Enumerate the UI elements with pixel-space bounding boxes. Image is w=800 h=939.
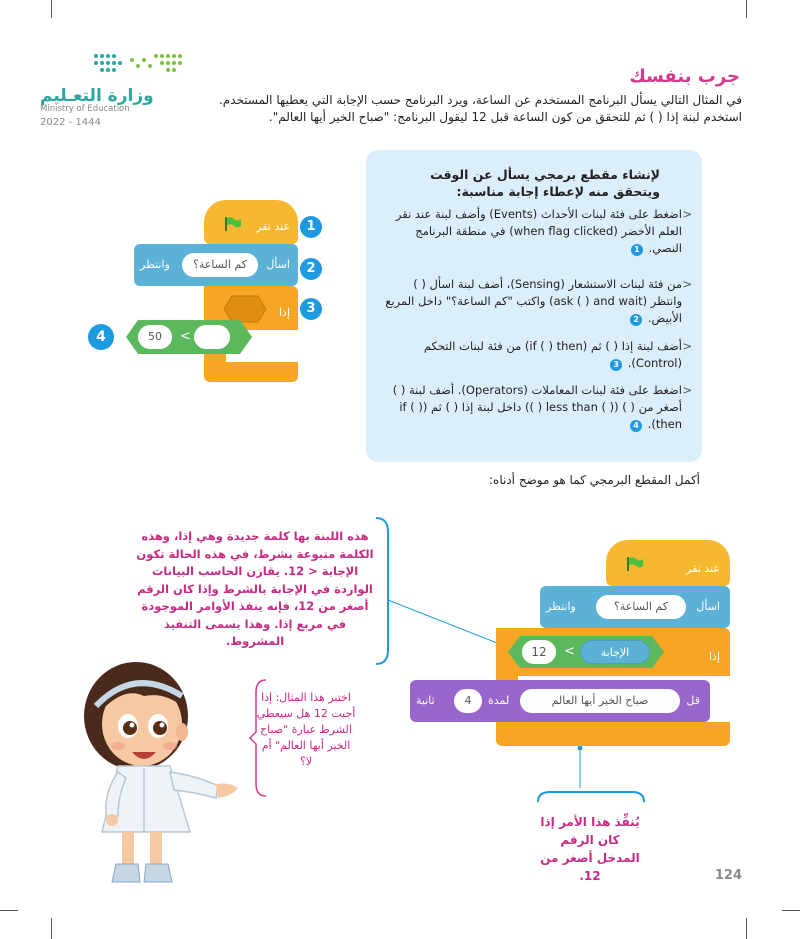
- section-title: جرب بنفسك: [629, 66, 740, 87]
- block-label: وانتظر: [546, 600, 576, 613]
- when-flag-clicked-block[interactable]: [204, 200, 298, 244]
- seconds-input[interactable]: 4: [454, 689, 482, 713]
- complete-instruction: أكمل المقطع البرمجي كما هو موضح أدناه:: [489, 473, 700, 487]
- crop-mark: [746, 918, 747, 939]
- say-for-seconds-block[interactable]: [410, 680, 710, 722]
- bracket-icon: [536, 790, 646, 804]
- bracket-icon: [370, 516, 400, 666]
- if-then-block[interactable]: [496, 628, 730, 676]
- logo-english-text: Ministry of Education: [40, 104, 130, 114]
- page-number: 124: [714, 868, 742, 883]
- girl-character-illustration: [78, 656, 248, 896]
- block-label: إذا: [708, 650, 720, 663]
- instruction-step-3: [382, 338, 682, 372]
- test-callout: اختبر هذا المثال: إذا أجبت 12 هل سيعطي الشرط عبارة "صباح الخير أيها العالم" أم لا؟: [256, 691, 356, 768]
- crop-mark: [782, 910, 800, 911]
- answer-reporter[interactable]: الإجابة: [580, 640, 650, 664]
- if-then-block-bottom: [496, 722, 730, 746]
- crop-mark: [51, 918, 52, 939]
- callout-number-badge: 4: [88, 324, 114, 350]
- block-label: اسأل: [696, 600, 720, 613]
- instruction-step-4: [382, 382, 682, 433]
- block-label: وانتظر: [140, 258, 170, 271]
- callout-number-badge: 1: [300, 216, 322, 238]
- ask-and-wait-block[interactable]: [540, 586, 730, 628]
- block-label: اسأل: [266, 258, 290, 271]
- say-text-input[interactable]: صباح الخير أيها العالم: [520, 689, 680, 713]
- block-label: ثانية: [416, 694, 435, 707]
- compare-right-input[interactable]: [194, 325, 230, 349]
- instruction-step-1: [382, 206, 682, 257]
- instruction-step-text: اضغط على فئة لبنات المعاملات (Operators). أضف لبنة ( ) أصغر من ( ) (( ) less than ( )) داخل لبنة إذا ( ) ثم (if ( ) then).: [392, 383, 682, 431]
- block-label: قل: [686, 694, 700, 707]
- block-label: عند نقر: [686, 562, 720, 575]
- block-label: إذا: [278, 306, 290, 319]
- ministry-logo-icon: [92, 52, 186, 76]
- instruction-step-text: اضغط على فئة لبنات الأحداث (Events) وأضف لبنة عند نقر العلم الأخضر (when flag clicked) في منطقة البرنامج النصي.: [395, 207, 682, 255]
- step-number-badge: 1: [631, 244, 643, 256]
- crop-mark: [0, 910, 18, 911]
- logo-arabic-text: وزارة التعـليم: [40, 86, 154, 106]
- ask-question-input[interactable]: كم الساعة؟: [182, 253, 258, 277]
- crop-mark: [746, 0, 747, 18]
- callout-number-badge: 2: [300, 258, 322, 280]
- block-label: عند نقر: [256, 220, 290, 233]
- green-flag-icon: [224, 216, 242, 232]
- instructions-heading: لإنشاء مقطع برمجي يسأل عن الوقت ويتحقق منه لإعطاء إجابة مناسبة:: [430, 167, 660, 199]
- scratch-script-2: [410, 540, 730, 770]
- block-label: لمدة: [488, 694, 510, 707]
- explanation-callout: هذه اللبنة بها كلمة جديدة وهي إذا، وهذه الكلمة متبوعة بشرط، في هذه الحالة تكون الإجابة < 12. يقارن الحاسب البيانات الواردة في الإجابة بالشرط وإذا كان الرقم أصغر من 12، فإنه ينفذ الأوامر الموجودة في مربع إذا. وهذا يسمى التنفيذ المشروط.: [136, 529, 374, 648]
- intro-paragraph: [122, 92, 742, 126]
- callout-number-badge: 3: [300, 298, 322, 320]
- intro-line-2: استخدم لبنة إذا ( ) ثم للتحقق من كون الساعة قبل 12 ليقول البرنامج: "صباح الخير أيها العالم".: [268, 110, 742, 124]
- compare-operator: >: [564, 644, 575, 659]
- logo-year: 2022 - 1444: [40, 117, 101, 128]
- crop-mark: [51, 0, 52, 18]
- compare-left-input[interactable]: 12: [522, 640, 556, 664]
- ask-and-wait-block[interactable]: [134, 244, 298, 286]
- compare-left-input[interactable]: 50: [138, 325, 172, 349]
- scratch-script-1: [88, 196, 318, 396]
- instructions-box: [366, 150, 702, 462]
- executes-callout: يُنفِّذ هذا الأمر إذا كان الرقم المدخل أصغر من 12.: [540, 815, 640, 883]
- instruction-step-2: [382, 276, 682, 327]
- instruction-step-text: من فئة لبنات الاستشعار (Sensing)، أضف لبنة اسأل ( ) وانتظر (ask ( ) and wait) واكتب "كم الساعة؟" داخل المربع الأبيض.: [385, 277, 682, 325]
- step-number-badge: 3: [610, 359, 622, 371]
- instruction-step-text: أضف لبنة إذا ( ) ثم (if ( ) then) من فئة لبنات التحكم (Control).: [423, 339, 682, 370]
- green-flag-icon: [626, 556, 644, 572]
- intro-line-1: في المثال التالي يسأل البرنامج المستخدم عن الساعة، ويرد البرنامج حسب الإجابة التي يعطيها المستخدم.: [218, 93, 742, 107]
- compare-operator: >: [180, 329, 191, 344]
- step-number-badge: 4: [630, 420, 642, 432]
- when-flag-clicked-block[interactable]: [606, 540, 730, 586]
- if-then-block-bottom: [204, 362, 298, 382]
- ask-question-input[interactable]: كم الساعة؟: [596, 595, 686, 619]
- step-number-badge: 2: [630, 314, 642, 326]
